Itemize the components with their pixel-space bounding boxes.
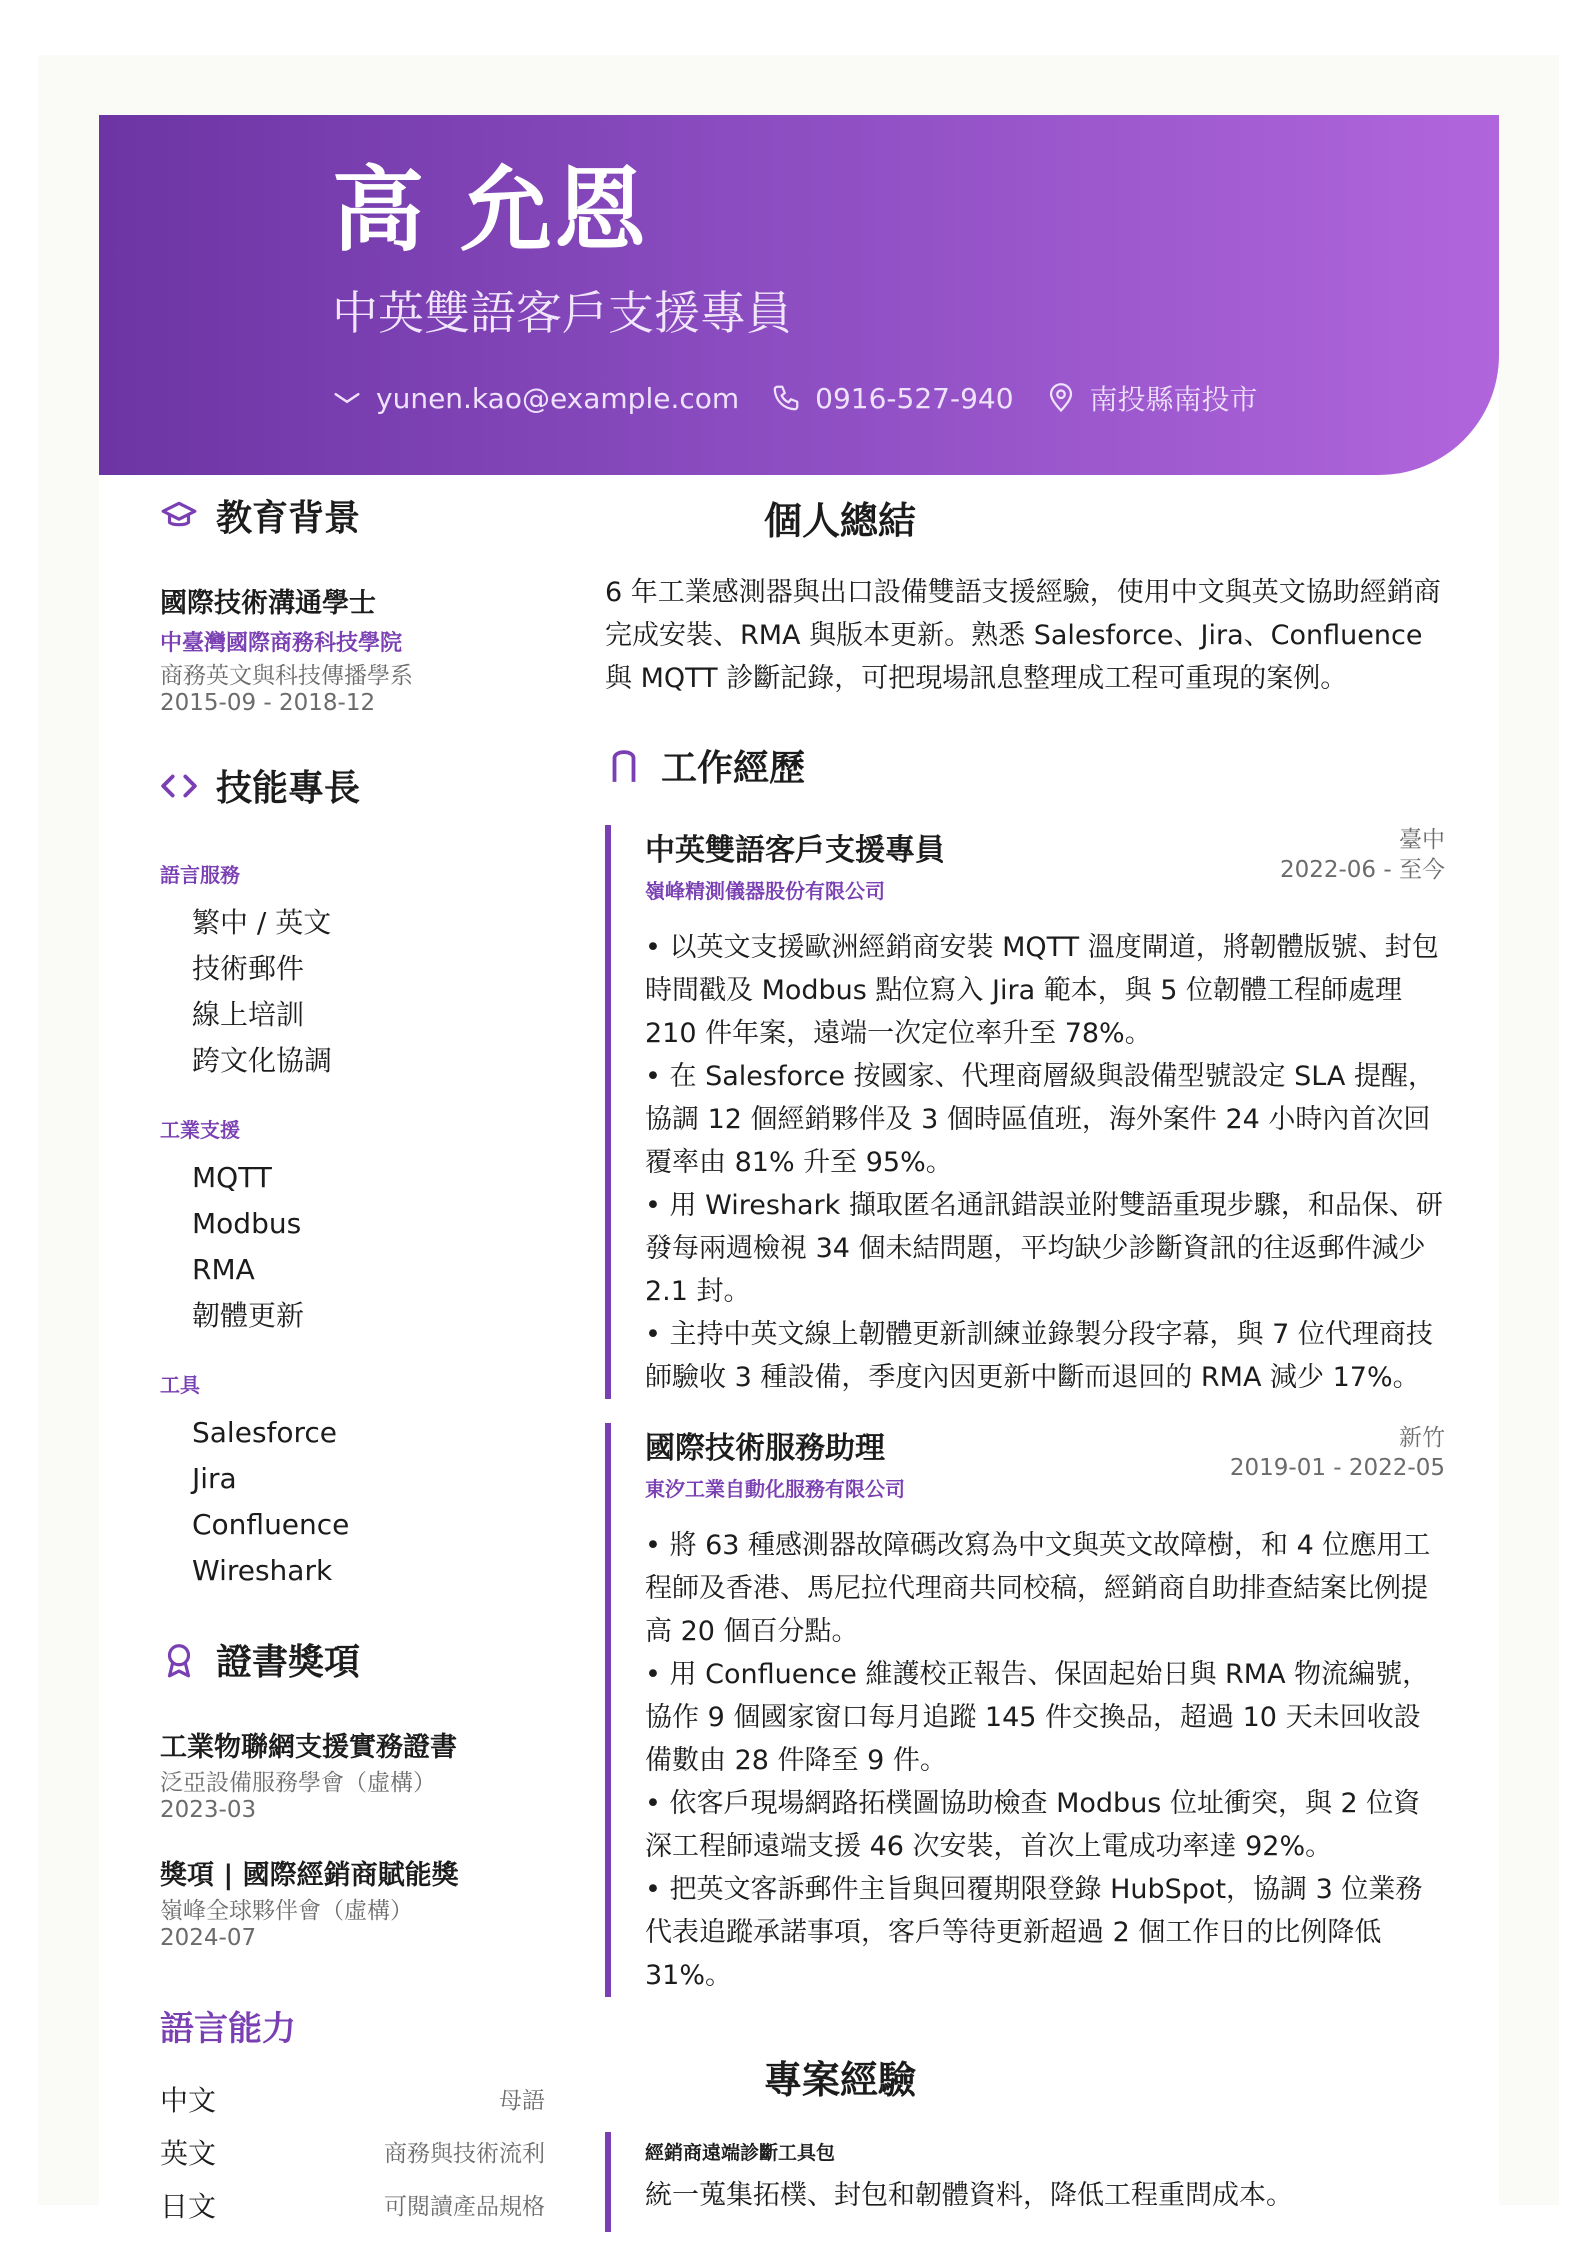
job-location: 新竹 <box>1399 1425 1445 1451</box>
skills-heading-text: 技能專長 <box>216 768 361 809</box>
skill-item: 繁中 / 英文 <box>192 906 332 939</box>
email-text: yunen.kao@example.com <box>376 381 740 415</box>
summary-text: 6 年工業感測器與出口設備雙語支援經驗，使用中文與英文協助經銷商完成安裝、RMA 與版本更新。熟悉 Salesforce、Jira、Confluence 與 MQTT 診斷記錄，可把現場訊息整理成工程可重現的案例。 <box>605 577 1441 694</box>
location-text: 南投縣南投市 <box>1089 383 1258 416</box>
skill-item: Salesforce <box>192 1416 338 1449</box>
language-row <box>160 2072 545 2125</box>
job-bullets <box>645 926 1445 1399</box>
location-pin-icon <box>1046 383 1076 413</box>
skills-heading <box>160 760 560 811</box>
skill-list <box>192 1155 560 1339</box>
job-period: 2019-01 - 2022-05 <box>1229 1455 1445 1481</box>
job-location: 臺中 <box>1399 827 1445 853</box>
education-school: 中臺灣國際商務科技學院 <box>160 631 403 656</box>
experience-heading <box>605 740 1445 791</box>
certs-heading <box>160 1634 560 1685</box>
job-company: 東汐工業自動化服務有限公司 <box>645 1477 905 1501</box>
cert-issuer: 泛亞設備服務學會（虛構） <box>160 1770 436 1796</box>
certs-heading-text: 證書獎項 <box>216 1642 361 1683</box>
skill-list <box>192 1410 560 1594</box>
skill-category: 工具 <box>160 1373 200 1397</box>
education-heading <box>160 490 560 541</box>
education-department: 商務英文與科技傳播學系 <box>160 663 413 689</box>
job-bullet: • 用 Wireshark 擷取匿名通訊錯誤並附雙語重現步驟，和品保、研發每兩週檢視 34 個未結問題，平均缺少診斷資訊的往返郵件減少 2.1 封。 <box>645 1184 1445 1313</box>
job-title: 國際技術服務助理 <box>645 1431 885 1466</box>
language-name: 日文 <box>160 2189 217 2223</box>
languages-heading: 語言能力 <box>160 2009 296 2049</box>
cert-item <box>160 1853 560 1951</box>
skill-item: Wireshark <box>192 1554 333 1587</box>
job-entry <box>605 825 1445 1399</box>
phone-text: 0916-527-940 <box>815 381 1014 415</box>
contact-location <box>1046 378 1258 418</box>
candidate-name: 高 允恩 <box>332 157 649 264</box>
job-bullet: • 把英文客訴郵件主旨與回覆期限登錄 HubSpot，協調 3 位業務代表追蹤承諾事項，客戶等待更新超過 2 個工作日的比例降低 31%。 <box>645 1868 1445 1997</box>
cert-date: 2023-03 <box>160 1797 257 1823</box>
graduation-cap-icon <box>160 497 198 535</box>
award-ribbon-icon <box>160 1641 198 1679</box>
summary-heading: 個人總結 <box>763 499 916 543</box>
chevron-down-icon <box>332 383 362 413</box>
cert-item <box>160 1725 560 1823</box>
skill-item: Confluence <box>192 1508 350 1541</box>
job-header <box>645 825 1445 904</box>
candidate-title: 中英雙語客戶支援專員 <box>332 286 792 340</box>
language-list <box>160 2072 560 2231</box>
arch-bracket-icon <box>605 747 643 785</box>
job-bullet: • 將 63 種感測器故障碼改寫為中文與英文故障樹，和 4 位應用工程師及香港、馬尼拉代理商共同校稿，經銷商自助排查結案比例提高 20 個百分點。 <box>645 1524 1445 1653</box>
language-level: 可閱讀產品規格 <box>384 2194 545 2220</box>
phone-icon <box>771 383 801 413</box>
job-meta <box>1230 1423 1445 1483</box>
skill-item: 韌體更新 <box>192 1299 305 1332</box>
project-desc: 統一蒐集拓樸、封包和韌體資料，降低工程重問成本。 <box>645 2180 1293 2211</box>
cert-issuer: 嶺峰全球夥伴會（虛構） <box>160 1898 413 1924</box>
contact-email[interactable] <box>332 382 739 415</box>
skill-item: Modbus <box>192 1207 302 1240</box>
contact-phone[interactable] <box>771 382 1013 415</box>
cert-date: 2024-07 <box>160 1925 257 1951</box>
language-level: 商務與技術流利 <box>384 2141 545 2167</box>
job-bullets <box>645 1524 1445 1997</box>
skill-item: RMA <box>192 1253 255 1286</box>
job-bullet: • 依客戶現場網路拓樸圖協助檢查 Modbus 位址衝突，與 2 位資深工程師遠端支援 46 次安裝，首次上電成功率達 92%。 <box>645 1782 1445 1868</box>
education-heading-text: 教育背景 <box>216 498 361 539</box>
job-bullet: • 用 Confluence 維護校正報告、保固起始日與 RMA 物流編號，協作 9 個國家窗口每月追蹤 145 件交換品，超過 10 天未回收設備數由 28 件降至 9 件。 <box>645 1653 1445 1782</box>
education-period: 2015-09 - 2018-12 <box>160 690 376 716</box>
skill-item: 跨文化協調 <box>192 1044 333 1077</box>
skill-list <box>192 900 560 1084</box>
code-brackets-icon <box>160 767 198 805</box>
resume-header <box>99 115 1499 475</box>
cert-name: 工業物聯網支援實務證書 <box>160 1732 457 1763</box>
job-entry <box>605 1423 1445 1997</box>
project-name: 經銷商遠端診斷工具包 <box>645 2142 836 2164</box>
job-title: 中英雙語客戶支援專員 <box>645 833 945 868</box>
language-level: 母語 <box>499 2088 545 2114</box>
job-bullet: • 主持中英文線上韌體更新訓練並錄製分段字幕，與 7 位代理商技師驗收 3 種設備，季度內因更新中斷而退回的 RMA 減少 17%。 <box>645 1313 1445 1399</box>
job-bullet: • 在 Salesforce 按國家、代理商層級與設備型號設定 SLA 提醒，協調 12 個經銷夥伴及 3 個時區值班，海外案件 24 小時內首次回覆率由 81% 升至 95%。 <box>645 1055 1445 1184</box>
projects-heading: 專案經驗 <box>763 2058 916 2102</box>
job-period: 2022-06 - 至今 <box>1279 857 1445 883</box>
skill-category: 語言服務 <box>160 863 240 887</box>
skill-item: 技術郵件 <box>192 952 305 985</box>
skill-category: 工業支援 <box>160 1118 240 1142</box>
job-header <box>645 1423 1445 1502</box>
skill-item: Jira <box>192 1462 237 1495</box>
skill-item: 線上培訓 <box>192 998 305 1031</box>
skill-item: MQTT <box>192 1161 272 1194</box>
language-row <box>160 2125 545 2178</box>
job-bullet: • 以英文支援歐洲經銷商安裝 MQTT 溫度閘道，將韌體版號、封包時間戳及 Modbus 點位寫入 Jira 範本，與 5 位韌體工程師處理 210 件年案，遠端一次定位率升至 78%。 <box>645 926 1445 1055</box>
language-name: 英文 <box>160 2136 217 2170</box>
education-degree: 國際技術溝通學士 <box>160 588 376 619</box>
experience-heading-text: 工作經歷 <box>661 748 806 789</box>
job-meta <box>1280 825 1445 885</box>
job-company: 嶺峰精測儀器股份有限公司 <box>645 879 885 903</box>
left-column <box>160 490 560 2231</box>
language-row <box>160 2178 545 2231</box>
language-name: 中文 <box>160 2083 217 2117</box>
project-entry <box>605 2132 1445 2232</box>
cert-name: 獎項 | 國際經銷商賦能獎 <box>160 1860 459 1891</box>
contact-bar <box>332 378 1258 418</box>
right-column <box>605 490 1445 2232</box>
